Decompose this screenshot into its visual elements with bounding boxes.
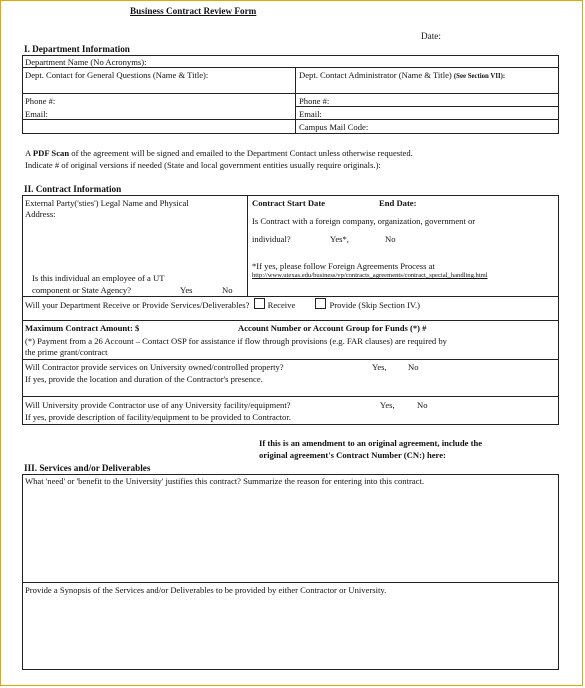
pdf-note-prefix: A: [25, 148, 31, 158]
foreign-yes-option[interactable]: Yes*,: [330, 234, 349, 244]
amendment-note-1: If this is an amendment to an original agreement, include the: [259, 438, 483, 448]
contract-info-table: [22, 195, 559, 425]
table-divider: [22, 93, 559, 94]
phone-left-field[interactable]: Phone #:: [25, 96, 56, 106]
contact-general-field[interactable]: Dept. Contact for General Questions (Name & Title):: [25, 70, 209, 80]
max-amount-label[interactable]: Maximum Contract Amount: $: [25, 323, 140, 333]
ut-employee-question-2: component or State Agency?: [32, 285, 132, 295]
ut-employee-question: Is this individual an employee of a UT: [32, 273, 165, 283]
table-divider: [295, 67, 296, 134]
date-label: Date:: [421, 31, 441, 41]
payment-note: (*) Payment from a 26 Account – Contact OSP for assistance if flow through provisions (e.g. FAR clauses) are required by: [25, 336, 447, 346]
contact-admin-field[interactable]: [299, 70, 505, 82]
need-question[interactable]: What 'need' or 'benefit to the University' justifies this contract? Summarize the reason for entering into this contract.: [25, 476, 424, 486]
ut-yes-option[interactable]: Yes: [180, 285, 193, 295]
foreign-note: *If yes, please follow Foreign Agreements Process at: [252, 261, 435, 271]
campus-mail-field[interactable]: Campus Mail Code:: [299, 122, 369, 132]
pdf-note-line2: Indicate # of original versions if needed (State and local government entities usually require originals.):: [25, 160, 381, 170]
table-divider: [22, 119, 559, 120]
table-divider: [295, 106, 559, 107]
email-right-field[interactable]: Email:: [299, 109, 322, 119]
amendment-note-2[interactable]: original agreement's Contract Number (CN:) here:: [259, 450, 446, 460]
receive-checkbox[interactable]: [254, 298, 265, 309]
table-divider: [22, 296, 559, 297]
email-left-field[interactable]: Email:: [25, 109, 48, 119]
pdf-note-line1: [25, 148, 413, 158]
foreign-no-option[interactable]: No: [385, 234, 396, 244]
foreign-agreements-link[interactable]: http://www.utexas.edu/business/vp/contracts_agreements/contract_special_handling.html: [252, 272, 488, 279]
end-date-label: End Date:: [379, 198, 417, 208]
form-title: Business Contract Review Form: [130, 6, 257, 16]
phone-right-field[interactable]: Phone #:: [299, 96, 330, 106]
services-table: [22, 474, 559, 670]
provide-label: Provide (Skip Section IV.): [329, 300, 421, 310]
section-3-heading: III. Services and/or Deliverables: [24, 463, 151, 473]
pdf-note-text: of the agreement will be signed and emailed to the Department Contact unless otherwise requested.: [71, 148, 413, 158]
table-divider: [22, 67, 559, 68]
contact-admin-label: Dept. Contact Administrator (Name & Title): [299, 70, 452, 80]
synopsis-question[interactable]: Provide a Synopsis of the Services and/or Deliverables to be provided by either Contractor or University.: [25, 585, 387, 595]
payment-note-2: the prime grant/contract: [25, 347, 108, 357]
contractor-yes-option[interactable]: Yes,: [372, 362, 387, 372]
section-2-heading: II. Contract Information: [24, 184, 122, 194]
contact-admin-note: (See Section VII):: [453, 73, 506, 80]
table-divider: [22, 320, 559, 321]
university-no-option[interactable]: No: [417, 400, 428, 410]
table-divider: [247, 195, 248, 296]
table-divider: [22, 582, 559, 583]
account-number-label[interactable]: Account Number or Account Group for Funds (*) #: [238, 323, 427, 333]
contractor-question: Will Contractor provide services on University owned/controlled property?: [25, 362, 284, 372]
contractor-followup: If yes, provide the location and duration of the Contractor's presence.: [25, 374, 263, 384]
start-date-label: Contract Start Date: [252, 198, 326, 208]
party-address-label: Address:: [25, 209, 56, 219]
pdf-scan-label: PDF Scan: [32, 148, 70, 158]
table-divider: [22, 396, 559, 397]
receive-provide-row: [25, 298, 420, 310]
university-yes-option[interactable]: Yes,: [380, 400, 395, 410]
section-1-heading: I. Department Information: [24, 44, 130, 54]
receive-label: Receive: [267, 300, 296, 310]
ut-no-option[interactable]: No: [222, 285, 233, 295]
university-followup: If yes, provide description of facility/equipment to be provided to Contractor.: [25, 412, 291, 422]
table-divider: [22, 359, 559, 360]
party-name-label: External Party('sties') Legal Name and Physical: [25, 198, 189, 208]
provide-checkbox[interactable]: [315, 298, 326, 309]
foreign-question-2: individual?: [252, 234, 291, 244]
foreign-question: Is Contract with a foreign company, organization, government or: [252, 216, 476, 226]
dept-name-field[interactable]: Department Name (No Acronyms):: [25, 57, 147, 67]
receive-provide-question: Will your Department Receive or Provide Services/Deliverables?: [25, 300, 250, 310]
university-question: Will University provide Contractor use of any University facility/equipment?: [25, 400, 291, 410]
contractor-no-option[interactable]: No: [408, 362, 419, 372]
